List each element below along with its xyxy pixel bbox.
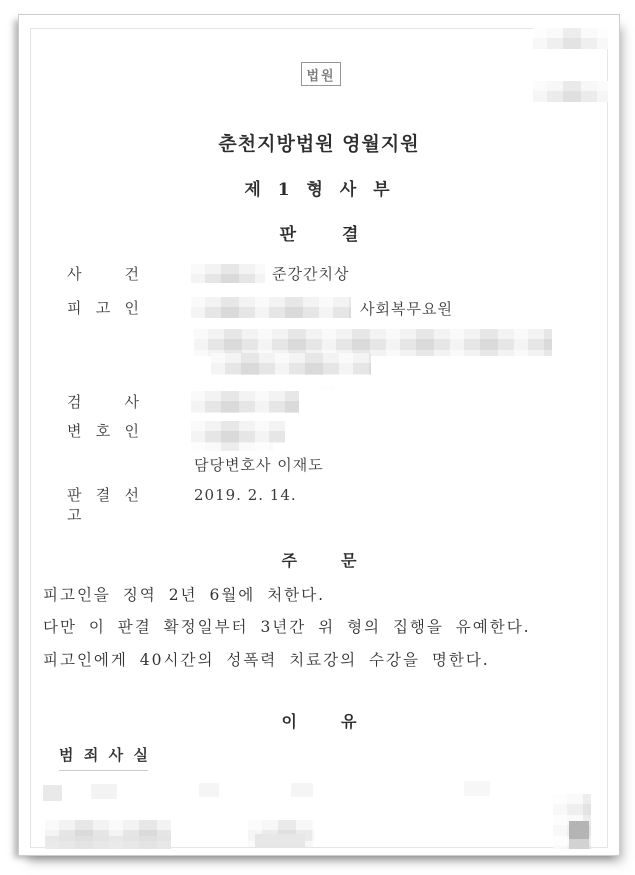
redacted-block xyxy=(43,785,62,801)
counsel-row-label: 변 호 인 xyxy=(67,422,139,440)
reasons-heading xyxy=(19,709,619,732)
court-name: 춘천지방법원 영월지원 xyxy=(218,133,420,155)
defendant-name-redaction xyxy=(191,297,351,318)
court-stamp: 법원 xyxy=(301,62,341,86)
case-number-redaction xyxy=(191,264,265,283)
reasons-heading-char-left: 이 xyxy=(281,712,297,731)
redacted-block xyxy=(255,834,305,847)
defendant-row-label: 피 고 인 xyxy=(67,299,139,317)
case-name: 준강간치상 xyxy=(272,265,350,283)
division-name: 제 1 형 사 부 xyxy=(244,180,394,200)
redacted-block-top-right-1 xyxy=(533,28,608,49)
prosecutor-small-redaction xyxy=(319,386,334,390)
defendant-occupation: 사회복무요원 xyxy=(360,300,453,318)
counsel-name-redaction-tail xyxy=(191,443,273,451)
disposition-line-2: 다만 이 판결 확정일부터 3년간 위 형의 집행을 유예한다. xyxy=(43,618,531,636)
disposition-line-1: 피고인을 징역 2년 6월에 처한다. xyxy=(43,586,326,604)
redacted-block xyxy=(569,839,589,849)
disposition-line-3: 피고인에게 40시간의 성폭력 치료강의 수강을 명한다. xyxy=(43,651,490,669)
judgment-title xyxy=(19,220,619,245)
defendant-address-redaction-line1 xyxy=(194,329,552,356)
attorney-in-charge: 담당변호사 이재도 xyxy=(194,456,324,474)
disposition-heading-char-left: 주 xyxy=(281,551,297,570)
redacted-block-top-right-2 xyxy=(533,81,608,102)
redacted-block xyxy=(464,781,490,796)
redacted-dark-cell xyxy=(569,821,589,839)
judgment-title-char-right: 결 xyxy=(342,225,359,245)
redacted-block xyxy=(199,783,219,797)
redacted-block xyxy=(45,836,171,849)
case-row-label: 사 건 xyxy=(67,265,139,283)
disposition-heading-char-right: 문 xyxy=(341,551,357,570)
redacted-block xyxy=(91,784,117,799)
counsel-name-redaction xyxy=(191,421,285,443)
defendant-address-redaction-line2 xyxy=(211,353,371,375)
prosecutor-name-redaction xyxy=(191,391,299,413)
prosecutor-row-label: 검 사 xyxy=(67,393,139,411)
redacted-block xyxy=(291,783,313,797)
disposition-heading xyxy=(19,548,619,571)
sentencing-date: 2019. 2. 14. xyxy=(194,486,297,504)
crime-facts-heading: 범 죄 사 실 xyxy=(59,744,148,771)
reasons-heading-char-right: 유 xyxy=(341,712,357,731)
judgment-title-char-left: 판 xyxy=(279,225,296,245)
document-page xyxy=(18,14,620,856)
sentencing-date-label: 판 결 선 고 xyxy=(67,486,139,524)
